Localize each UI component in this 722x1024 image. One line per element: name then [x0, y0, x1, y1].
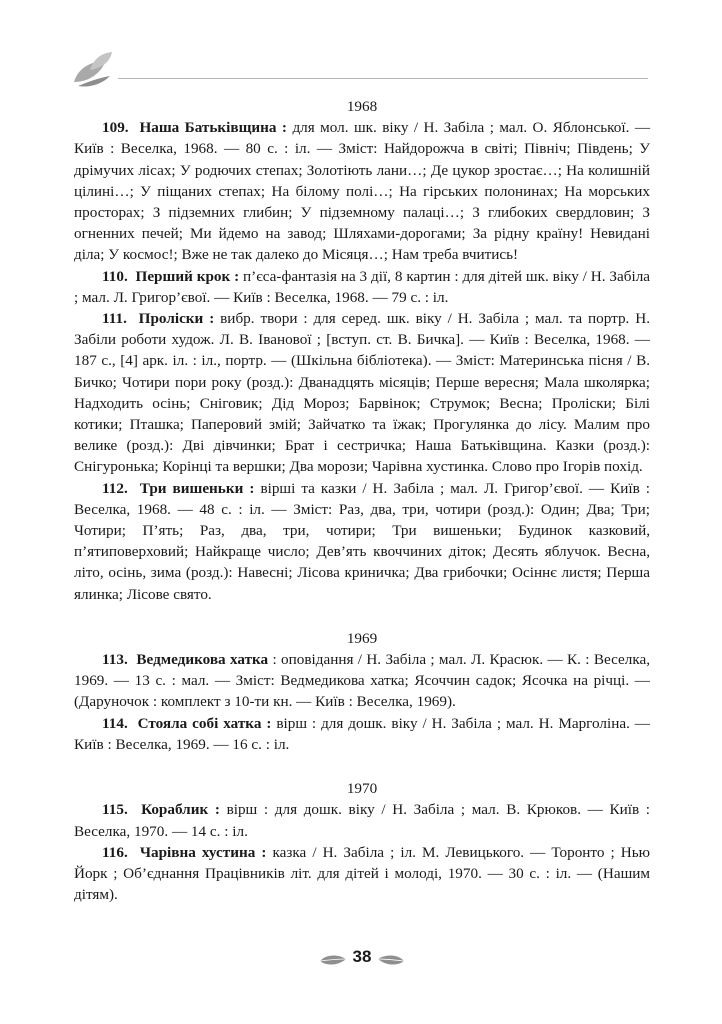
entry-title: Ведмедикова хатка — [136, 651, 269, 669]
bibliography-content — [74, 96, 650, 905]
bibliography-entry — [74, 117, 650, 265]
year-heading: 1970 — [346, 780, 378, 798]
entry-title: Наша Батьківщина : — [139, 119, 287, 137]
header-rule — [118, 78, 648, 79]
entry-text: вірш : для дошк. віку / Н. Забіла ; мал. Н. Марголіна. — Київ : Веселка, 1969. — 16 с. : іл. — [74, 714, 650, 753]
entry-number: 109. — [102, 119, 129, 137]
page-footer — [0, 946, 722, 972]
entry-title: Три вишеньки : — [139, 479, 255, 497]
entry-number: 112. — [102, 479, 128, 497]
entry-title: Кораблик : — [141, 801, 220, 819]
entry-text: вірші та казки / Н. Забіла ; мал. Л. Григор’євої. — Київ : Веселка, 1968. — 48 с. : іл. — Зміст: Раз, два, три, чотири (розд.): Один; Два; Три; Чотири; П’ять; Раз, два, три, чотири; Три вишеньки; Будинок казковий, п’ятиповерховий; Найкраще число; Дев’ять квоччиних діток; Десять яблучок. Весна, літо, осінь, зима (розд.): Навесні; Лісова криничка; Два грибочки; Осіннє листя; Перша ялинка; Лісове свято. — [74, 479, 651, 603]
bibliography-entry — [74, 799, 650, 841]
entry-text: вибр. твори : для серед. шк. віку / Н. Забіла ; мал. та портр. Н. Забіли роботи худож. Л. В. Іванової ; [вступ. ст. В. Бичка]. — Київ : Веселка, 1968. — 187 с., [4] арк. іл. : іл., портр. — (Шкільна бібліотека). — Зміст: Материнська пісня / В. Бичко; Чотири пори року (розд.): Дванадцять місяців; Перше вересня; Мала школярка; Надходить осінь; Сніговик; Дід Мороз; Барвінок; Струмок; Весна; Проліски; Білі котики; Пташка; Паперовий змій; Зайчатко та їжак; Прогулянка до лісу. Малим про велике (розд.): Дві дівчинки; Брат і сестричка; Наша Батьківщина. Казки (розд.): Снігуронька; Корінці та вершки; Два морози; Чарівна хустинка. Слово про Ігорів похід. — [74, 310, 651, 476]
entry-number: 113. — [102, 651, 128, 669]
page-number: 38 — [352, 947, 372, 966]
page-number-ornament — [318, 946, 406, 972]
bibliography-entry — [74, 842, 650, 906]
entry-number: 116. — [102, 843, 128, 861]
leaf-icon — [318, 953, 348, 967]
entry-number: 110. — [102, 267, 128, 285]
leaf-icon — [376, 953, 406, 967]
leaf-ornament-icon — [68, 48, 118, 90]
entry-text: : оповідання / Н. Забіла ; мал. Л. Красюк. — К. : Веселка, 1969. — 13 с. : мал. — Зміст: Ведмедикова хатка; Ясоччин садок; Ясочка на річці. — (Даруночок : комплект з 10-ти кн. — Київ : Веселка, 1969). — [74, 651, 651, 711]
year-heading: 1969 — [346, 629, 378, 647]
entry-text: п’єса-фантазія на 3 дії, 8 картин : для дітей шк. віку / Н. Забіла ; мал. Л. Григор’євої. — Київ : Веселка, 1968. — 79 с. : іл. — [74, 267, 651, 306]
bibliography-entry — [74, 266, 650, 308]
year-heading: 1968 — [346, 98, 378, 115]
entry-text: казка / Н. Забіла ; іл. М. Левицького. — Торонто ; Нью Йорк ; Об’єднання Працівників літ. для дітей і молоді, 1970. — 30 с. : іл. — (Нашим дітям). — [74, 843, 651, 904]
entry-number: 115. — [102, 801, 128, 819]
entry-text: вірш : для дошк. віку / Н. Забіла ; мал. В. Крюков. — Київ : Веселка, 1970. — 14 с. : іл. — [74, 801, 651, 840]
entry-title: Стояла собі хатка : — [137, 714, 272, 732]
bibliography-entry — [74, 308, 650, 478]
bibliography-entry — [74, 713, 650, 755]
bibliography-entry — [74, 649, 650, 713]
entry-title: Чарівна хустина : — [139, 843, 267, 861]
entry-number: 111. — [102, 310, 127, 328]
bibliography-entry — [74, 478, 650, 605]
entry-title: Проліски : — [138, 310, 215, 328]
entry-text: для мол. шк. віку / Н. Забіла ; мал. О. Яблонської. — Київ : Веселка, 1968. — 80 с. : іл. — Зміст: Найдорожча в світі; Північ; Південь; У дрімучих лісах; У родючих степах; Золотіють лани…; Де цукор зростає…; На колишній цілині…; У піщаних степах; На білому полі…; На гірських полонинах; На морських просторах; З підземних глибин; У підземному палаці…; З глибоких свердловин; З огненних печей; Ми йдемо на завод; Шляхами-дорогами; За рідну країну! Невидані діла; У космос!; Вже не так далеко до Місяця…; Нам треба вчитись! — [74, 119, 651, 264]
entry-title: Перший крок : — [135, 267, 240, 285]
entry-number: 114. — [102, 714, 128, 732]
